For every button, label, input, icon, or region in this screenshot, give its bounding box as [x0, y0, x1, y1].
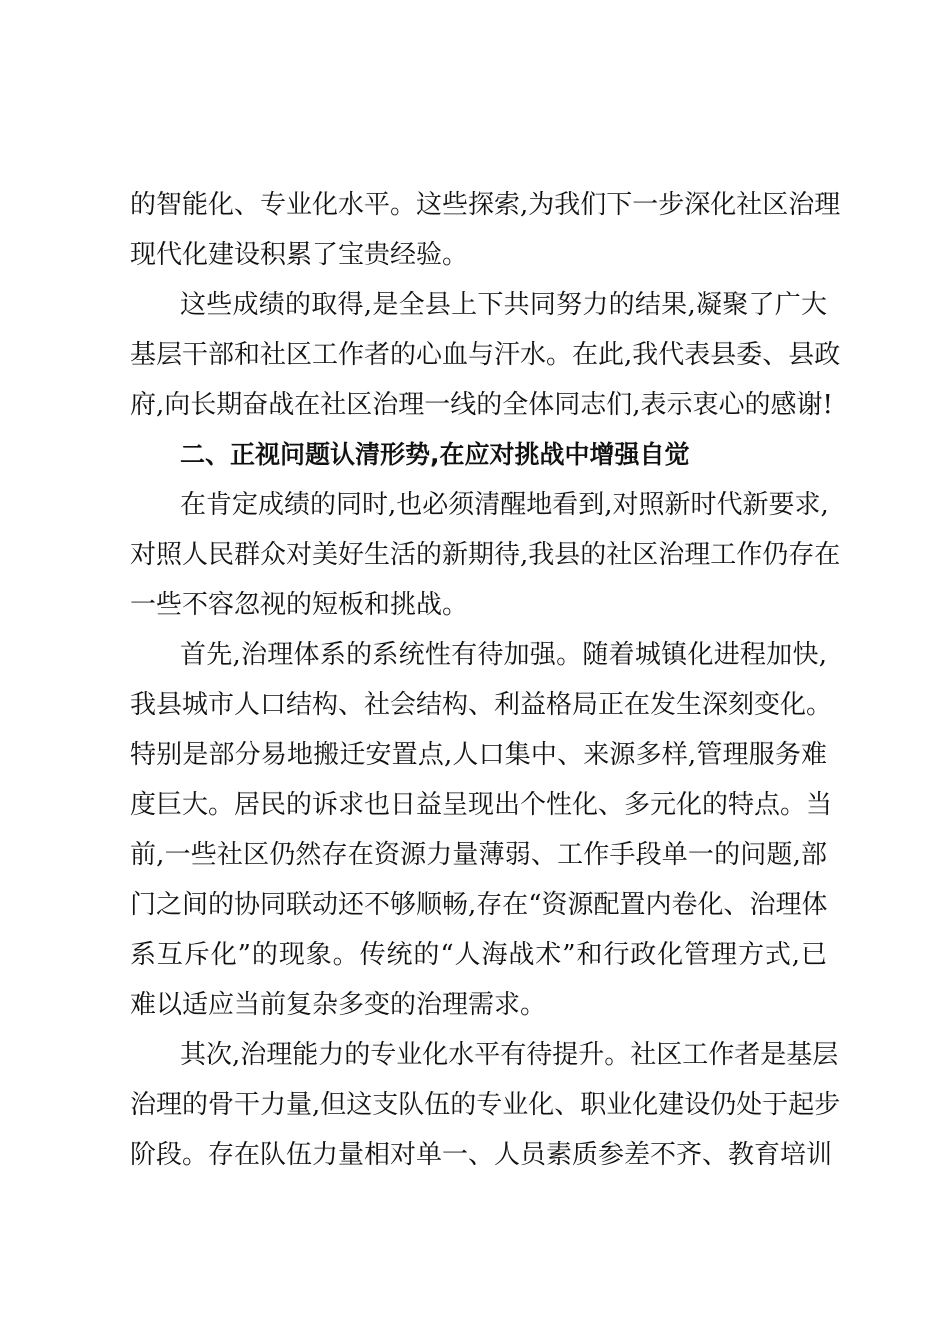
text-line: 二、正视问题认清形势,在应对挑战中增强自觉	[180, 440, 690, 469]
text-line: 治理的骨干力量,但这支队伍的专业化、职业化建设仍处于起步	[130, 1090, 841, 1120]
text-line: 系互斥化”的现象。传统的“人海战术”和行政化管理方式,已	[130, 940, 827, 970]
text-line: 度巨大。居民的诉求也日益呈现出个性化、多元化的特点。当	[130, 790, 833, 820]
paragraph	[130, 180, 841, 280]
text-line: 难以适应当前复杂多变的治理需求。	[130, 990, 547, 1020]
text-line: 现代化建设积累了宝贵经验。	[130, 240, 469, 270]
paragraph	[130, 280, 841, 430]
text-line: 基层干部和社区工作者的心血与汗水。在此,我代表县委、县政	[130, 340, 841, 370]
text-line: 前,一些社区仍然存在资源力量薄弱、工作手段单一的问题,部	[130, 840, 827, 870]
text-line: 一些不容忽视的短板和挑战。	[130, 590, 469, 620]
section-heading	[130, 430, 827, 480]
text-line: 这些成绩的取得,是全县上下共同努力的结果,凝聚了广大	[180, 290, 827, 320]
text-line: 特别是部分易地搬迁安置点,人口集中、来源多样,管理服务难	[130, 740, 827, 770]
text-line: 门之间的协同联动还不够顺畅,存在“资源配置内卷化、治理体	[130, 890, 828, 920]
text-line: 对照人民群众对美好生活的新期待,我县的社区治理工作仍存在	[130, 540, 841, 570]
text-line: 在肯定成绩的同时,也必须清醒地看到,对照新时代新要求,	[180, 490, 829, 520]
text-line: 的智能化、专业化水平。这些探索,为我们下一步深化社区治理	[130, 190, 841, 220]
text-line: 阶段。存在队伍力量相对单一、人员素质参差不齐、教育培训	[130, 1140, 833, 1170]
text-line: 府,向长期奋战在社区治理一线的全体同志们,表示衷心的感谢!	[130, 390, 833, 420]
text-line: 其次,治理能力的专业化水平有待提升。社区工作者是基层	[180, 1040, 839, 1070]
text-line: 首先,治理体系的系统性有待加强。随着城镇化进程加快,	[180, 640, 827, 670]
paragraph	[130, 1030, 841, 1180]
paragraph	[130, 630, 833, 1030]
text-line: 我县城市人口结构、社会结构、利益格局正在发生深刻变化。	[130, 690, 833, 720]
paragraph	[130, 480, 841, 630]
document-page	[130, 180, 841, 1180]
